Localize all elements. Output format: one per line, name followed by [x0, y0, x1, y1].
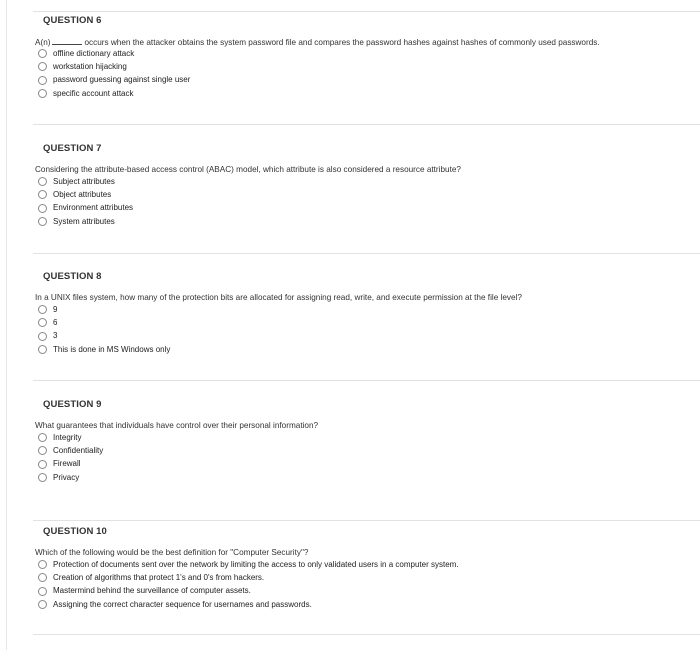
- radio-button-icon[interactable]: [38, 600, 47, 609]
- question-9-title: QUESTION 9: [43, 399, 102, 410]
- question-separator: [33, 520, 700, 521]
- answer-option[interactable]: specific account attack: [38, 87, 190, 100]
- fill-in-blank: [52, 37, 82, 45]
- question-6-prefix: A(n): [35, 38, 51, 47]
- radio-button-icon[interactable]: [38, 217, 47, 226]
- question-6-options: [38, 47, 190, 100]
- question-separator: [33, 253, 700, 254]
- answer-option[interactable]: 6: [38, 316, 170, 329]
- radio-button-icon[interactable]: [38, 587, 47, 596]
- question-8-text: In a UNIX files system, how many of the protection bits are allocated for assigning read, write, and execute permission at the file level?: [35, 293, 522, 302]
- radio-button-icon[interactable]: [38, 560, 47, 569]
- answer-option[interactable]: Environment attributes: [38, 202, 133, 215]
- radio-button-icon[interactable]: [38, 573, 47, 582]
- answer-option[interactable]: This is done in MS Windows only: [38, 343, 170, 356]
- radio-button-icon[interactable]: [38, 446, 47, 455]
- answer-option[interactable]: workstation hijacking: [38, 60, 190, 73]
- radio-button-icon[interactable]: [38, 177, 47, 186]
- radio-button-icon[interactable]: [38, 190, 47, 199]
- question-8-title: QUESTION 8: [43, 271, 102, 282]
- answer-option[interactable]: Protection of documents sent over the network by limiting the access to only validated users in a computer system.: [38, 558, 459, 571]
- answer-option[interactable]: 9: [38, 303, 170, 316]
- radio-button-icon[interactable]: [38, 305, 47, 314]
- question-separator: [33, 634, 700, 635]
- page-left-border: [6, 0, 7, 650]
- question-8-options: [38, 303, 170, 356]
- radio-button-icon[interactable]: [38, 460, 47, 469]
- answer-option[interactable]: Creation of algorithms that protect 1's and 0's from hackers.: [38, 571, 459, 584]
- question-7-title: QUESTION 7: [43, 143, 102, 154]
- radio-button-icon[interactable]: [38, 318, 47, 327]
- question-separator: [33, 124, 700, 125]
- radio-button-icon[interactable]: [38, 433, 47, 442]
- question-10-text: Which of the following would be the best definition for "Computer Security"?: [35, 548, 309, 557]
- answer-option[interactable]: Assigning the correct character sequence for usernames and passwords.: [38, 598, 459, 611]
- question-separator: [33, 11, 700, 12]
- question-10-title: QUESTION 10: [43, 526, 107, 537]
- answer-option[interactable]: offline dictionary attack: [38, 47, 190, 60]
- answer-option[interactable]: 3: [38, 330, 170, 343]
- question-6-body: occurs when the attacker obtains the system password file and compares the password hashes against hashes of commonly used passwords.: [84, 38, 600, 47]
- question-7-text: Considering the attribute-based access control (ABAC) model, which attribute is also considered a resource attribute?: [35, 165, 461, 174]
- question-9-options: [38, 431, 103, 484]
- answer-option[interactable]: Firewall: [38, 458, 103, 471]
- radio-button-icon[interactable]: [38, 204, 47, 213]
- radio-button-icon[interactable]: [38, 76, 47, 85]
- radio-button-icon[interactable]: [38, 89, 47, 98]
- question-9-text: What guarantees that individuals have control over their personal information?: [35, 421, 319, 430]
- answer-option[interactable]: System attributes: [38, 215, 133, 228]
- answer-option[interactable]: Mastermind behind the surveillance of computer assets.: [38, 585, 459, 598]
- question-10-options: [38, 558, 459, 611]
- radio-button-icon[interactable]: [38, 62, 47, 71]
- question-6-text: [35, 37, 600, 47]
- answer-option[interactable]: Object attributes: [38, 188, 133, 201]
- question-6-title: QUESTION 6: [43, 15, 102, 26]
- answer-option[interactable]: password guessing against single user: [38, 74, 190, 87]
- answer-option[interactable]: Integrity: [38, 431, 103, 444]
- question-7-options: [38, 175, 133, 228]
- radio-button-icon[interactable]: [38, 332, 47, 341]
- answer-option[interactable]: Confidentiality: [38, 444, 103, 457]
- answer-option[interactable]: Subject attributes: [38, 175, 133, 188]
- radio-button-icon[interactable]: [38, 345, 47, 354]
- radio-button-icon[interactable]: [38, 49, 47, 58]
- radio-button-icon[interactable]: [38, 473, 47, 482]
- answer-option[interactable]: Privacy: [38, 471, 103, 484]
- question-separator: [33, 380, 700, 381]
